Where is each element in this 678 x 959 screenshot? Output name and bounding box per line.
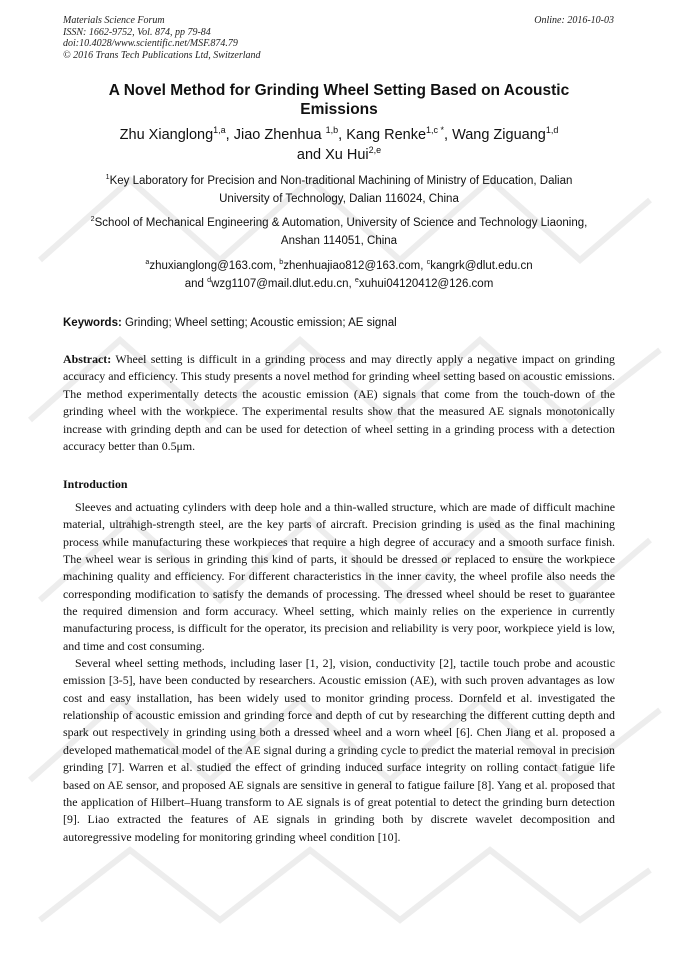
email-link[interactable]: kangrk@dlut.edu.cn — [430, 260, 533, 272]
email-sup: d — [207, 276, 212, 285]
keywords — [63, 315, 615, 331]
affiliation-2-line-1 — [63, 214, 615, 232]
affiliation-1-line-2: University of Technology, Dalian 116024, China — [219, 193, 459, 205]
keywords-text: Grinding; Wheel setting; Acoustic emission; AE signal — [121, 317, 397, 329]
email-link[interactable]: zhuxianglong@163.com, — [149, 260, 280, 272]
paper-title — [63, 81, 615, 119]
doi-line: doi:10.4028/www.scientific.net/MSF.874.79 — [63, 38, 238, 49]
introduction-heading: Introduction — [63, 477, 128, 491]
author-line-1: Zhu Xianglong$^{1,a}$, Jiao Zhenhua $^{1,b}$, Kang Renke$^{1,c *}$, Wang Ziguang$^{1,d}$ — [119, 125, 559, 143]
affiliation-2 — [63, 214, 615, 250]
email-link[interactable]: wzg1107@mail.dlut.edu.cn, — [211, 278, 355, 290]
abstract-label: Abstract: — [63, 352, 112, 366]
author-line-2 — [63, 145, 615, 165]
affiliation-text: School of Mechanical Engineering & Automation, University of Science and Technology Liaoning, — [94, 217, 588, 229]
copyright-line: © 2016 Trans Tech Publications Ltd, Switzerland — [63, 49, 261, 61]
publication-info — [63, 15, 261, 61]
author-sup: 1,a — [213, 125, 226, 136]
author-name: Zhu Xianglong — [119, 127, 214, 143]
author-sup: 1,d — [545, 125, 559, 136]
title-line-1: A Novel Method for Grinding Wheel Setting Based on Acoustic — [108, 82, 570, 99]
email-list — [63, 257, 615, 293]
keywords-label: Keywords: — [63, 317, 122, 329]
journal-name: Materials Science Forum — [63, 15, 165, 26]
introduction-body — [63, 499, 615, 846]
online-date: Online: 2016-10-03 — [534, 15, 614, 26]
paragraph: Several wheel setting methods, including laser [1, 2], vision, conductivity [2], tactile touch probe and acoustic emission [3-5], have been conducted by researchers. Acoustic emission (AE), with such proven advantages as low cost and easy installation, has been widely used to monitor grinding process. Dornfeld et al. investigated the relationship of acoustic emission and grinding force and depth of cut by researching the different cutting depth and spark out respectively in grinding using both a dressed wheel and a worn wheel [6]. Chen Jiang et al. proposed a developed mathematical model of the AE signal during a grinding cycle to predict the material removal in precision grinding [7]. Warren et al. studied the effect of grinding induced surface integrity on rolling contact fatigue life based on AE sensor, and proposed AE signals are sensitive in general to fatigue failure [8]. Yang et al. proposed that the application of Hilbert–Huang transform to AE signals is of great potential to detect the grinding burn detection [9]. Liao extracted the features of AE signals in grinding both by discrete wavelet decomposition and autoregressive modeling for monitoring grinding wheel condition [10]. — [63, 656, 615, 844]
email-sup: c — [426, 258, 431, 267]
author-name: Kang Renke — [346, 127, 427, 143]
email-line-2 — [63, 275, 615, 293]
email-link[interactable]: xuhui04120412@126.com — [358, 278, 494, 290]
paragraph: Sleeves and actuating cylinders with deep hole and a thin-walled structure, which are made of difficult machine material, ultrahigh-strength steel, are the key parts of aircraft. Precision grinding is used as the final machining process while manufacturing these workpieces that require a high degree of accuracy and a smooth surface finish. The wheel wear is serious in grinding this kind of parts, it should be dressed or replaced to ensure the workpiece machining quality and efficiency. For different characteristics in the inner cavity, the wheel profile also needs the corresponding modification to satisfy the demands of processing. The dressed wheel should be reset to guarantee the required dimension and form accuracy. Wheel setting, which mainly relies on the experience in currently manufacturing process, is difficult for the operator, its precision and reliability is very poor, workpiece yield is low, and time and cost consuming. — [63, 500, 615, 653]
email-and: and — [184, 278, 208, 290]
affiliation-1 — [63, 172, 615, 208]
affiliation-text: Key Laboratory for Precision and Non-traditional Machining of Ministry of Education, Dalian — [109, 175, 573, 187]
abstract — [63, 351, 615, 455]
email-link[interactable]: zhenhuajiao812@163.com, — [283, 260, 427, 272]
author-name: and Xu Hui — [296, 147, 369, 163]
abstract-text: Wheel setting is difficult in a grinding process and may directly apply a negative impact on grinding accuracy and efficiency. This study presents a novel method for grinding wheel setting based on acoustic emissions. The method experimentally detects the acoustic emission (AE) signals that come from the touch-down of the grinding wheel with the workpiece. The experimental results show that the measured AE signals monotonically increase with grinding depth and can be used for detection of wheel setting in a grinding process with a detection accuracy better than 0.5μm. — [63, 352, 615, 454]
author-sup: 1,b — [325, 125, 339, 136]
email-line-1 — [63, 257, 615, 275]
email-sup: e — [354, 276, 359, 285]
email-sup: b — [279, 258, 284, 267]
affiliation-2-line-2: Anshan 114051, China — [280, 235, 398, 247]
author-sup: 2,e — [368, 145, 382, 156]
affiliation-sup: 2 — [90, 215, 95, 224]
author-name: Wang Ziguang — [452, 127, 546, 143]
issn-line: ISSN: 1662-9752, Vol. 874, pp 79-84 — [63, 26, 211, 38]
author-list — [63, 125, 615, 165]
affiliation-sup: 1 — [105, 173, 110, 182]
affiliation-1-line-1 — [63, 172, 615, 190]
title-line-2: Emissions — [300, 101, 378, 118]
email-sup: a — [145, 258, 150, 267]
author-name: Jiao Zhenhua — [233, 127, 326, 143]
author-sup: 1,c * — [426, 125, 444, 136]
